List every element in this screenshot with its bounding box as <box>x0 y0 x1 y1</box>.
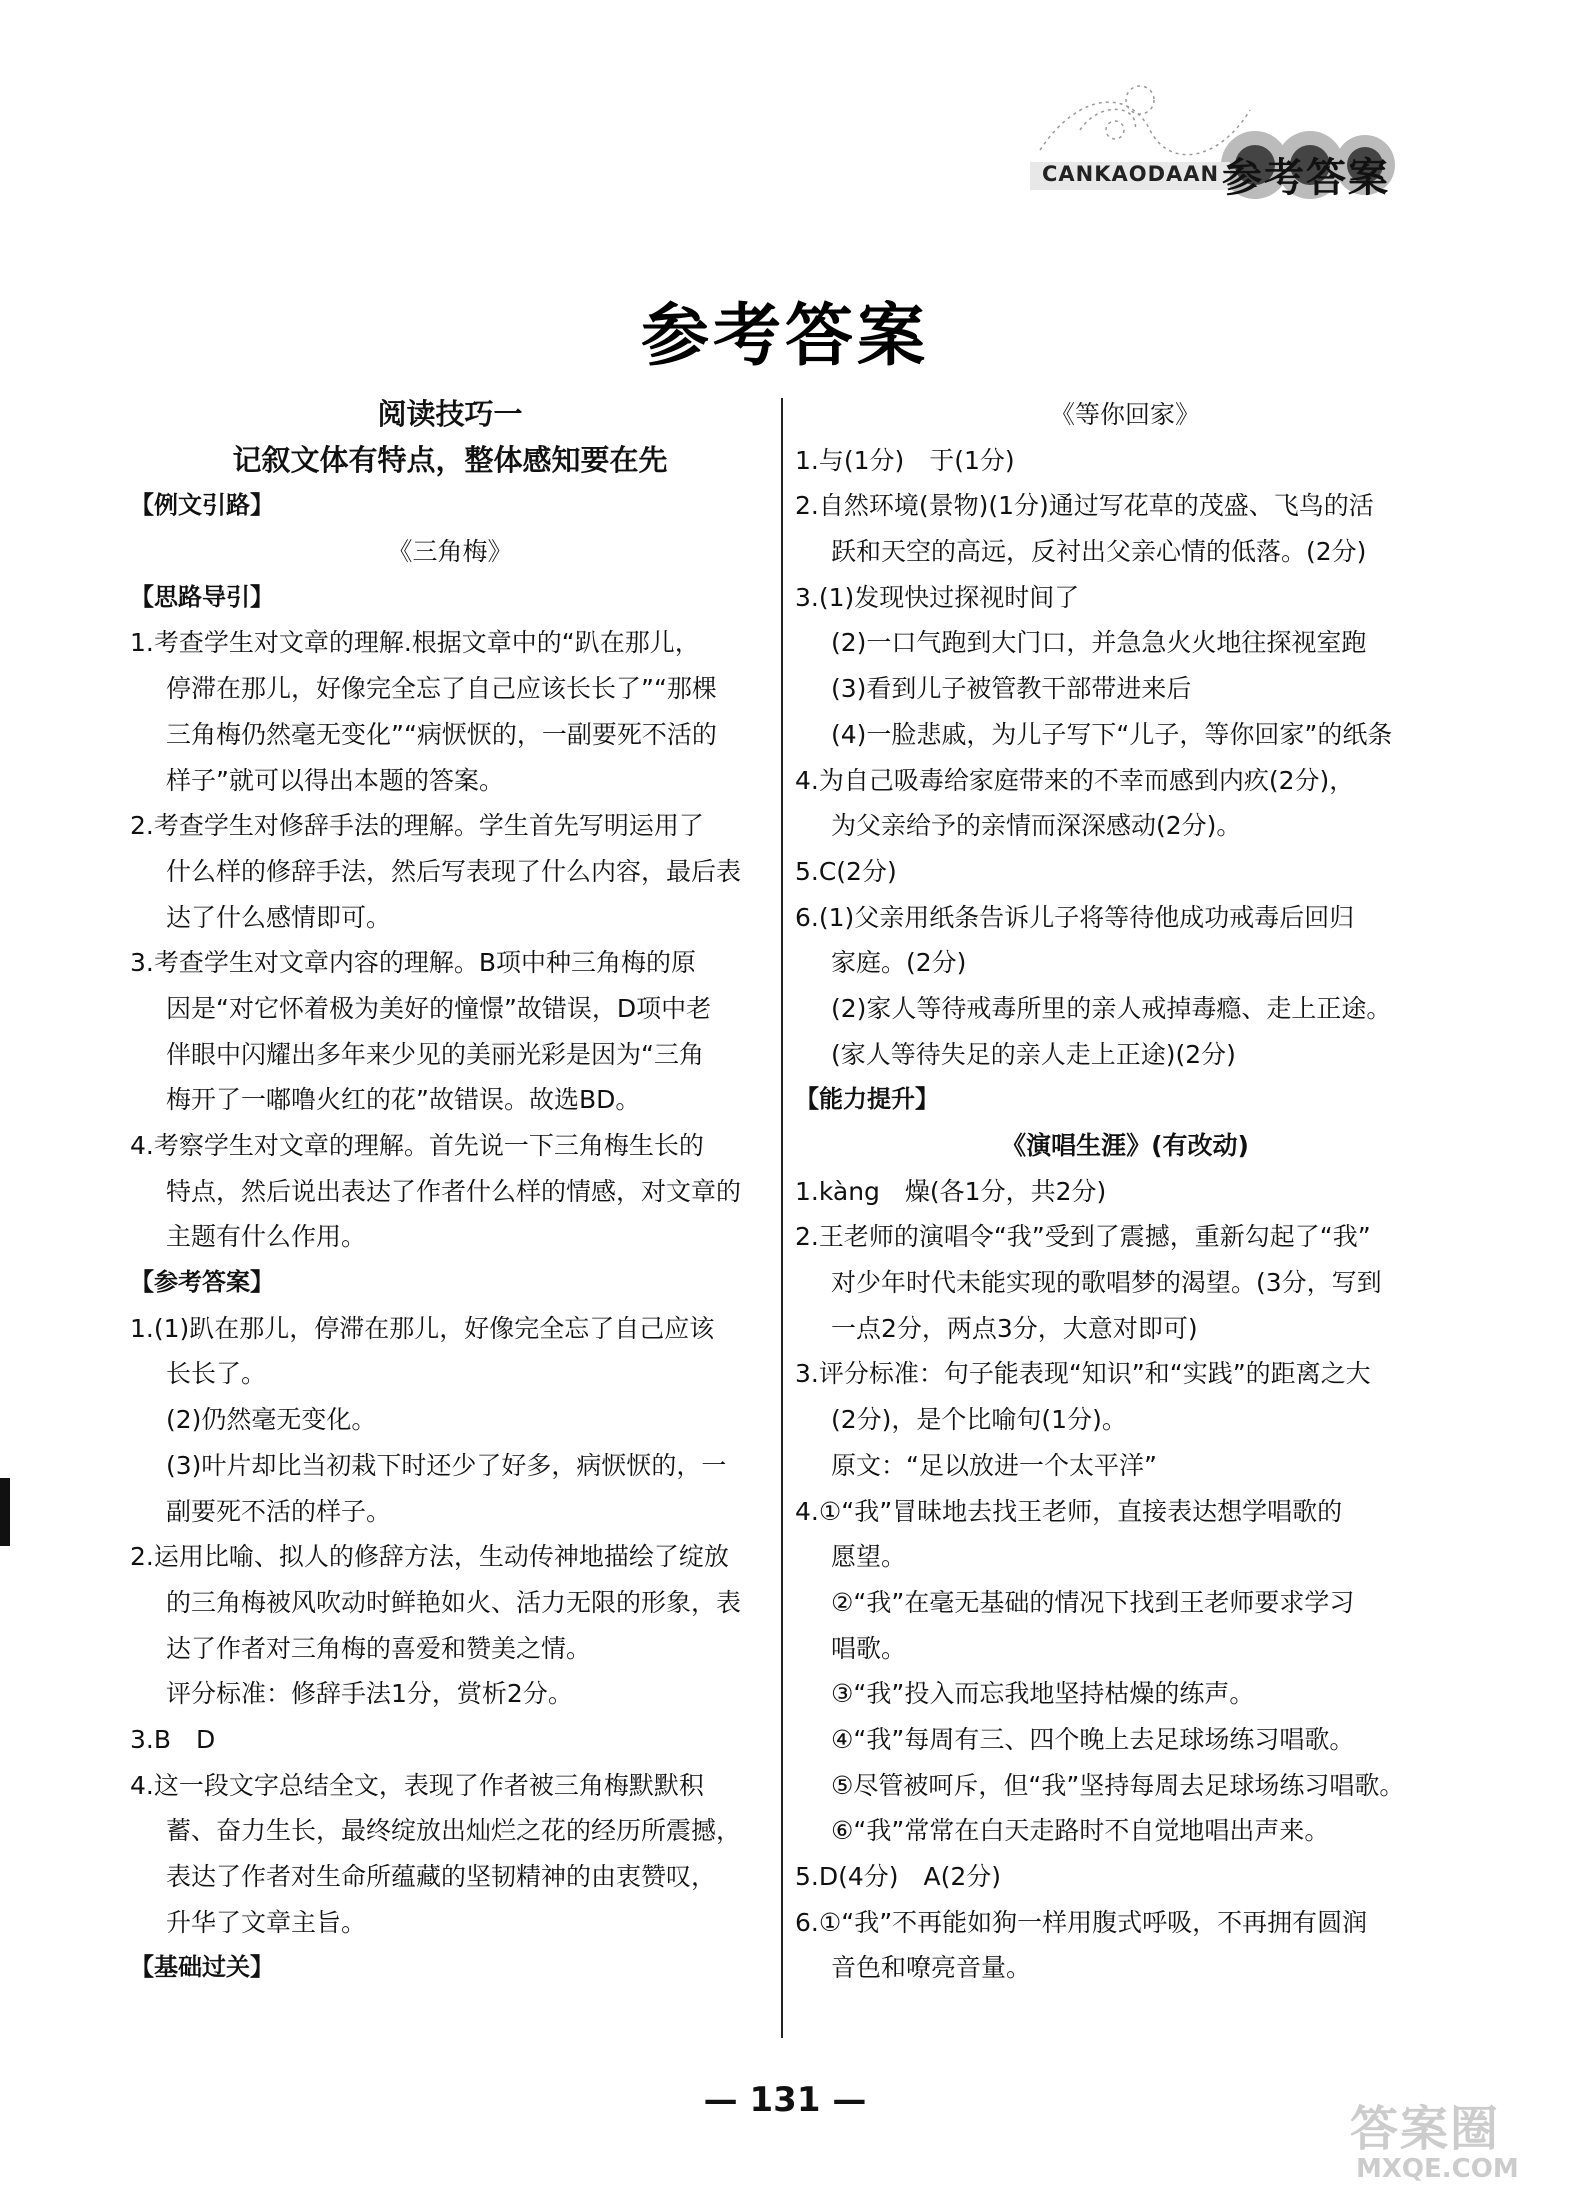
text-line: 音色和嘹亮音量。 <box>831 1953 1032 1983</box>
text-line: 的三角梅被风吹动时鲜艳如火、活力无限的形象，表 <box>166 1587 742 1617</box>
text-line: (家人等待失足的亲人走上正途)(2分) <box>831 1039 1236 1069</box>
text-line: 原文：“足以放进一个太平洋” <box>831 1450 1157 1480</box>
text-line: 5.C(2分) <box>795 856 897 886</box>
text-line: 蓄、奋力生长，最终绽放出灿烂之花的经历所震撼， <box>166 1816 742 1846</box>
text-line: 1.(1)趴在那儿，停滞在那儿，好像完全忘了自己应该 <box>130 1313 715 1343</box>
text-line: 样子”就可以得出本题的答案。 <box>166 765 504 795</box>
article-title: 《演唱生涯》(有改动) <box>1001 1131 1249 1160</box>
text-line: 梅开了一嘟噜火红的花”故错误。故选BD。 <box>166 1085 641 1115</box>
text-line: 什么样的修辞手法，然后写表现了什么内容，最后表 <box>166 856 742 886</box>
text-line: ⑤尽管被呵斥，但“我”坚持每周去足球场练习唱歌。 <box>831 1770 1405 1800</box>
watermark-logo <box>1350 2090 1560 2190</box>
text-line: (2)一口气跑到大门口，并急急火火地往探视室跑 <box>831 628 1367 658</box>
text-line: 伴眼中闪耀出多年来少见的美丽光彩是因为“三角 <box>166 1039 704 1069</box>
text-line: 3.B D <box>130 1724 216 1754</box>
left-column <box>130 392 770 1991</box>
text-line: 达了作者对三角梅的喜爱和赞美之情。 <box>166 1633 592 1663</box>
right-column <box>795 392 1455 1991</box>
text-line: (2)家人等待戒毒所里的亲人戒掉毒瘾、走上正途。 <box>831 993 1392 1023</box>
text-line: 愿望。 <box>831 1542 907 1572</box>
text-line: 一点2分，两点3分，大意对即可) <box>831 1313 1198 1343</box>
text-line: 1.考查学生对文章的理解.根据文章中的“趴在那儿， <box>130 628 700 658</box>
text-line: 主题有什么作用。 <box>166 1222 367 1252</box>
logo-latin-text: CANKAODAAN <box>1042 162 1220 186</box>
text-line: 5.D(4分) A(2分) <box>795 1862 1002 1891</box>
text-line: 唱歌。 <box>831 1633 907 1663</box>
text-line: 4.①“我”冒昧地去找王老师，直接表达想学唱歌的 <box>795 1496 1343 1526</box>
section-heading: 【能力提升】 <box>795 1085 939 1114</box>
text-line: 2.王老师的演唱令“我”受到了震撼，重新勾起了“我” <box>795 1222 1371 1252</box>
section-heading: 【参考答案】 <box>130 1268 274 1297</box>
text-line: 升华了文章主旨。 <box>166 1907 367 1937</box>
text-line: 3.考查学生对文章内容的理解。B项中种三角梅的原 <box>130 948 697 978</box>
text-line: 4.考察学生对文章的理解。首先说一下三角梅生长的 <box>130 1131 704 1160</box>
text-line: 4.这一段文字总结全文，表现了作者被三角梅默默积 <box>130 1770 704 1800</box>
text-line: 1.与(1分) 于(1分) <box>795 445 1015 475</box>
article-title: 《三角梅》 <box>387 537 513 567</box>
text-line: 副要死不活的样子。 <box>166 1496 392 1526</box>
text-line: 1.kàng 燥(各1分，共2分) <box>795 1176 1107 1206</box>
text-line: 2.运用比喻、拟人的修辞方法，生动传神地描绘了绽放 <box>130 1542 729 1572</box>
text-line: 跃和天空的高远，反衬出父亲心情的低落。(2分) <box>831 537 1367 567</box>
text-line: (4)一脸悲戚，为儿子写下“儿子，等你回家”的纸条 <box>831 719 1393 749</box>
header-logo <box>1020 70 1400 210</box>
text-line: ④“我”每周有三、四个晚上去足球场练习唱歌。 <box>831 1724 1355 1754</box>
section-subtitle: 记叙文体有特点，整体感知要在先 <box>232 442 668 477</box>
section-heading: 【基础过关】 <box>130 1953 274 1982</box>
text-line: 表达了作者对生命所蕴藏的坚韧精神的由衷赞叹， <box>166 1862 717 1891</box>
text-line: 停滞在那儿，好像完全忘了自己应该长长了”“那棵 <box>166 674 717 704</box>
text-line: ⑥“我”常常在白天走路时不自觉地唱出声来。 <box>831 1816 1330 1846</box>
text-line: (3)叶片却比当初栽下时还少了好多，病恹恹的，一 <box>166 1450 727 1480</box>
text-line: 长长了。 <box>166 1359 267 1389</box>
section-title: 阅读技巧一 <box>377 397 523 431</box>
page-number: — 131 — <box>703 2080 867 2120</box>
text-line: (3)看到儿子被管教干部带进来后 <box>831 674 1192 704</box>
text-line: (2分)，是个比喻句(1分)。 <box>831 1405 1127 1435</box>
text-line: 达了什么感情即可。 <box>166 902 392 932</box>
text-line: 2.考查学生对修辞手法的理解。学生首先写明运用了 <box>130 811 704 841</box>
column-divider <box>781 398 783 2038</box>
text-line: 三角梅仍然毫无变化”“病恹恹的，一副要死不活的 <box>166 719 717 749</box>
text-line: 6.①“我”不再能如狗一样用腹式呼吸，不再拥有圆润 <box>795 1907 1368 1937</box>
watermark-text: 答案圈 <box>1350 2101 1501 2157</box>
text-line: ③“我”投入而忘我地坚持枯燥的练声。 <box>831 1679 1255 1709</box>
text-line: ②“我”在毫无基础的情况下找到王老师要求学习 <box>831 1587 1355 1617</box>
text-line: 评分标准：修辞手法1分，赏析2分。 <box>166 1679 573 1709</box>
text-line: 特点，然后说出表达了作者什么样的情感，对文章的 <box>166 1176 742 1206</box>
section-heading: 【例文引路】 <box>130 491 274 520</box>
logo-chinese-text: 参考答案 <box>1222 155 1390 201</box>
text-line: 家庭。(2分) <box>831 948 967 978</box>
text-line: 因是“对它怀着极为美好的憧憬”故错误，D项中老 <box>166 993 712 1023</box>
text-line: 3.(1)发现快过探视时间了 <box>795 582 1080 612</box>
section-heading: 【思路导引】 <box>130 582 274 611</box>
text-line: 4.为自己吸毒给家庭带来的不幸而感到内疚(2分)， <box>795 765 1355 795</box>
watermark-url: MXQE.COM <box>1356 2154 1519 2184</box>
text-line: 2.自然环境(景物)(1分)通过写花草的茂盛、飞鸟的活 <box>795 491 1374 521</box>
text-line: 6.(1)父亲用纸条告诉儿子将等待他成功戒毒后回归 <box>795 902 1355 932</box>
text-line: (2)仍然毫无变化。 <box>166 1405 377 1435</box>
page-title: 参考答案 <box>640 297 929 376</box>
text-line: 为父亲给予的亲情而深深感动(2分)。 <box>831 811 1242 841</box>
edge-mark <box>0 1478 10 1546</box>
article-title: 《等你回家》 <box>1049 400 1200 429</box>
text-line: 对少年时代未能实现的歌唱梦的渴望。(3分，写到 <box>831 1268 1382 1298</box>
text-line: 3.评分标准：句子能表现“知识”和“实践”的距离之大 <box>795 1359 1371 1389</box>
